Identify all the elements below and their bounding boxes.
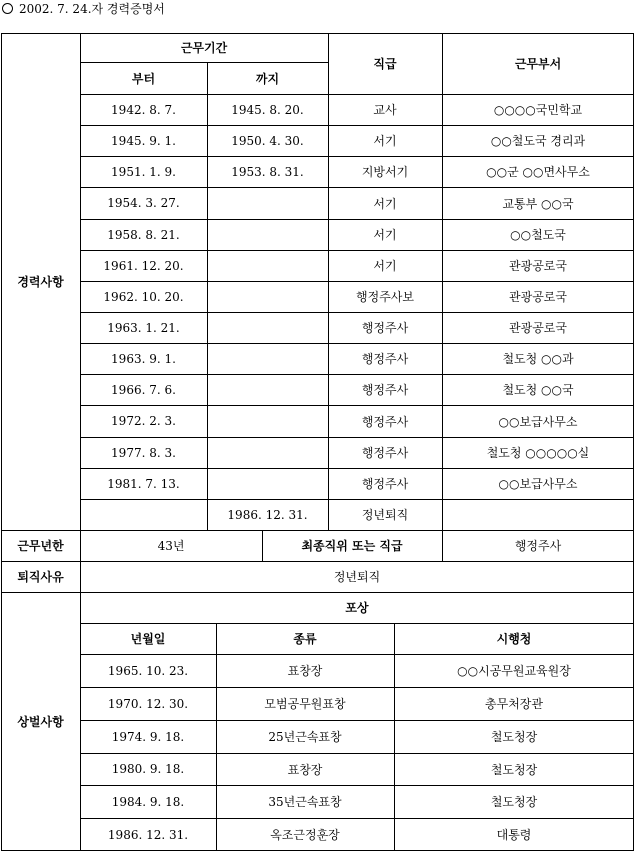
career-to-cell (207, 405, 328, 437)
career-from-cell: 1981. 7. 13. (107, 476, 180, 491)
career-from-cell: 1958. 8. 21. (107, 227, 180, 242)
header-rank: 직급 (373, 57, 397, 71)
career-to-cell (207, 281, 328, 312)
career-dept-cell: 관광공로국 (509, 321, 567, 335)
career-rank-cell: 행정주사 (361, 383, 409, 397)
award-type-cell: 35년근속표창 (268, 795, 342, 809)
header-to: 까지 (255, 71, 280, 86)
career-dept-cell: ○○보급사무소 (498, 414, 578, 429)
career-from-cell: 1972. 2. 3. (111, 414, 176, 428)
career-to-cell (207, 187, 328, 219)
career-to-cell (207, 374, 328, 405)
career-dept-cell: 관광공로국 (509, 290, 567, 304)
career-from-cell: 1963. 9. 1. (111, 351, 176, 366)
career-rank-cell: 행정주사 (361, 321, 409, 335)
award-agency-cell: 철도청장 (490, 730, 538, 744)
career-from-cell: 1961. 12. 20. (103, 258, 184, 273)
career-to-cell (207, 437, 328, 468)
header-dept: 근무부서 (514, 57, 562, 71)
career-from-cell: 1963. 1. 21. (107, 320, 180, 335)
career-rank-cell: 행정주사 (361, 352, 409, 366)
career-dept-cell: ○○군 ○○면사무소 (486, 165, 590, 179)
career-to-cell (207, 250, 328, 281)
award-agency-cell: ○○시공무원교육원장 (457, 664, 571, 678)
career-from-cell: 1942. 8. 7. (111, 102, 176, 117)
award-date-cell: 1965. 10. 23. (107, 663, 189, 678)
award-date-cell: 1970. 12. 30. (107, 696, 189, 711)
career-dept-cell (442, 499, 634, 530)
awards-col-agency: 시행청 (496, 632, 532, 646)
header-from: 부터 (131, 71, 156, 86)
career-rank-cell: 정년퇴직 (361, 508, 409, 522)
final-rank-value: 행정주사 (514, 539, 562, 553)
career-to-cell: 1945. 8. 20. (231, 102, 304, 117)
career-rank-cell: 지방서기 (361, 165, 409, 179)
retirement-value: 정년퇴직 (333, 570, 381, 584)
career-dept-cell: ○○○○국민학교 (493, 103, 583, 117)
career-from-cell: 1966. 7. 6. (111, 382, 176, 397)
final-rank-label: 최종직위 또는 직급 (301, 539, 403, 553)
career-to-cell (207, 343, 328, 374)
career-dept-cell: ○○보급사무소 (498, 477, 578, 491)
career-section-label: 경력사항 (17, 275, 64, 289)
award-date-cell: 1984. 9. 18. (111, 794, 185, 809)
career-dept-cell: 철도청 ○○과 (502, 352, 574, 366)
career-to-cell: 1950. 4. 30. (231, 133, 304, 148)
award-type-cell: 표창장 (287, 664, 323, 678)
career-to-cell (207, 468, 328, 499)
career-from-cell: 1962. 10. 20. (103, 289, 184, 304)
award-agency-cell: 대통령 (496, 828, 532, 842)
retirement-label: 퇴직사유 (17, 570, 64, 584)
career-dept-cell: 철도청 ○○국 (502, 383, 574, 397)
career-rank-cell: 교사 (373, 103, 397, 117)
awards-section-label: 상벌사항 (17, 715, 64, 729)
circle-bullet-icon (2, 3, 13, 14)
career-to-cell: 1953. 8. 31. (231, 164, 304, 179)
career-from-cell: 1954. 3. 27. (107, 196, 180, 210)
career-from-cell: 1945. 9. 1. (111, 133, 176, 148)
award-agency-cell: 철도청장 (490, 762, 538, 777)
career-rank-cell: 서기 (373, 196, 397, 211)
career-to-cell: 1986. 12. 31. (227, 507, 308, 522)
awards-col-date: 년월일 (130, 632, 166, 646)
award-agency-cell: 총무처장관 (485, 697, 543, 711)
award-type-cell: 25년근속표창 (268, 730, 342, 744)
career-to-cell (207, 312, 328, 343)
career-dept-cell: ○○철도국 경리과 (490, 134, 586, 148)
career-rank-cell: 서기 (373, 134, 397, 148)
career-rank-cell: 행정주사 (361, 477, 409, 491)
award-type-cell: 옥조근정훈장 (270, 828, 340, 842)
service-years-label: 근무년한 (17, 539, 64, 553)
career-rank-cell: 행정주사보 (356, 290, 414, 304)
award-agency-cell: 철도청장 (490, 795, 538, 809)
career-dept-cell: 철도청 ○○○○○실 (486, 446, 590, 460)
awards-header: 포상 (345, 601, 369, 615)
career-rank-cell: 행정주사 (361, 446, 409, 460)
career-dept-cell: 관광공로국 (509, 259, 567, 273)
career-dept-cell: 교통부 ○○국 (502, 196, 574, 211)
career-to-cell (207, 219, 328, 250)
award-date-cell: 1980. 9. 18. (111, 762, 185, 776)
award-date-cell: 1974. 9. 18. (111, 729, 185, 744)
document-caption (2, 0, 165, 18)
award-type-cell: 모범공무원표창 (264, 697, 346, 711)
award-type-cell: 표창장 (287, 762, 323, 777)
caption-text: 2002. 7. 24.자 경력증명서 (19, 2, 165, 16)
career-rank-cell: 행정주사 (361, 414, 409, 429)
career-dept-cell: ○○철도국 (510, 228, 566, 242)
career-from-cell: 1951. 1. 9. (111, 164, 176, 179)
awards-col-type: 종류 (293, 632, 317, 646)
career-rank-cell: 서기 (373, 259, 397, 273)
award-date-cell: 1986. 12. 31. (107, 827, 189, 842)
career-from-cell (80, 499, 207, 530)
career-from-cell: 1977. 8. 3. (111, 445, 176, 460)
header-period: 근무기간 (180, 41, 228, 55)
service-years-value: 43년 (157, 539, 185, 553)
career-rank-cell: 서기 (373, 228, 397, 242)
